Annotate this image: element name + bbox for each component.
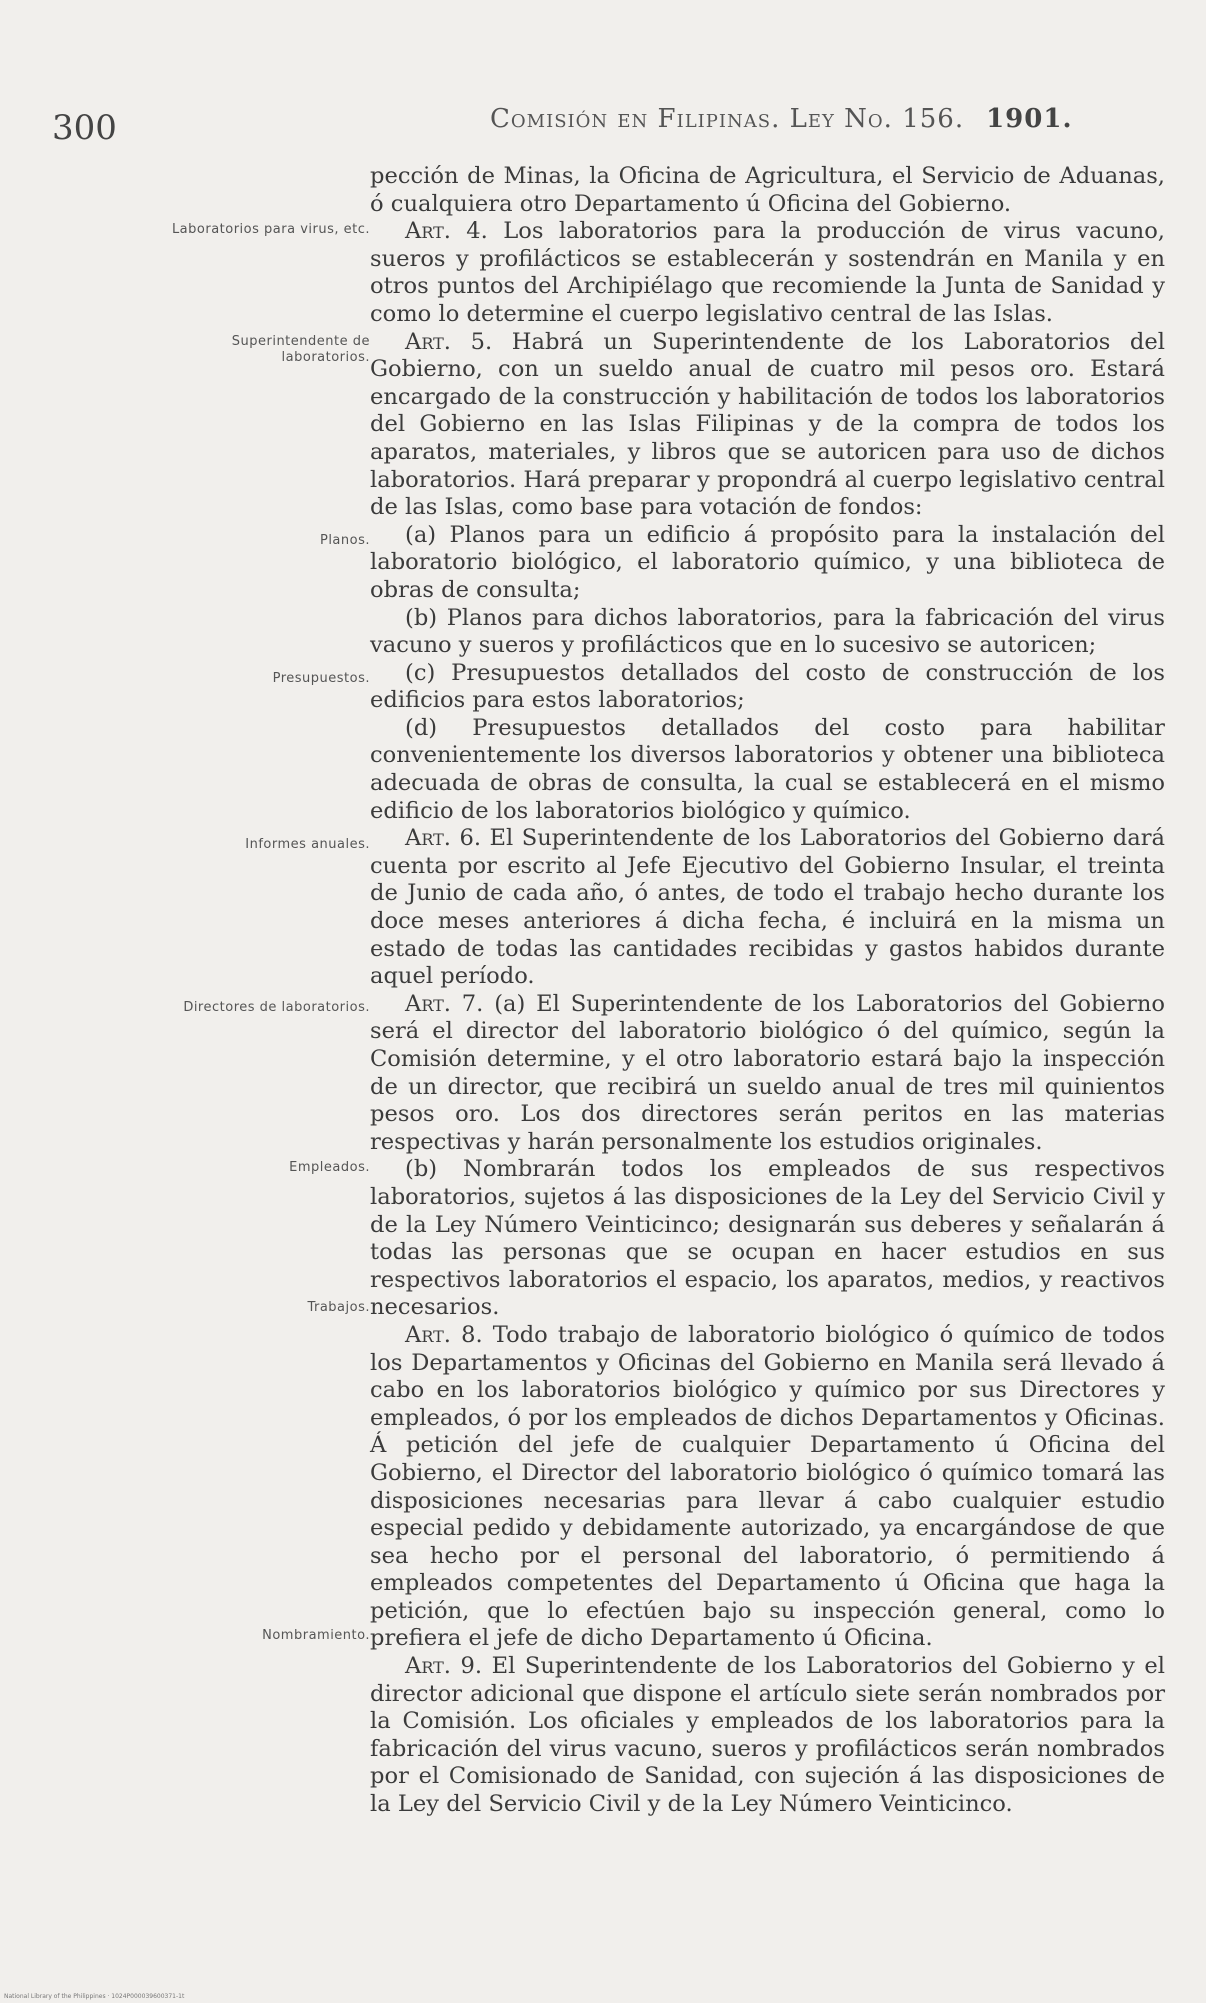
margin-note-directores: Directores de laboratorios. <box>183 1000 370 1015</box>
article-text: El Superintendente de los Laboratorios del Gobierno y el director adicional que dispone el artículo siete serán nombrados por la Comisión. Los oficiales y empleados de los laboratorios para la fabricación del virus vacuno, sueros y profilácticos serán nombrados por el Comisionado de Sanidad, con sujeción á las disposiciones de la Ley del Servicio Civil y de la Ley Número Veinticinco. <box>370 1653 1165 1818</box>
article-label: Art. 8. <box>405 1321 483 1348</box>
article-label: Art. 6. <box>405 825 482 852</box>
clause-c: (c) Presupuestos detallados del costo de construcción de los edificios para estos laboratorios; <box>370 659 1165 714</box>
article-text: El Superintendente de los Laboratorios del Gobierno dará cuenta por escrito al Jefe Ejecutivo del Gobierno Insular, el treinta de Junio de cada año, ó antes, de todo el trabajo hecho durante los doce meses anteriores á dicha fecha, é incluirá en la misma un estado de todas las cantidades recibidas y gastos habidos durante aquel período. <box>370 825 1165 990</box>
article-text: Habrá un Superintendente de los Laboratorios del Gobierno, con un sueldo anual de cuatro mil pesos oro. Estará encargado de la construcción y habilitación de todos los laboratorios del Gobierno en las Islas Filipinas y de la compra de todos los aparatos, materiales, y libros que se autoricen para uso de dichos laboratorios. Hará preparar y propondrá al cuerpo legislativo central de las Islas, como base para votación de fondos: <box>370 328 1165 521</box>
article-label: Art. 4. <box>405 218 488 245</box>
article-text: Los laboratorios para la producción de virus vacuno, sueros y profilácticos se establecerán y sostendrán en Manila y en otros puntos del Archipiélago que recomiende la Junta de Sanidad y como lo determine el cuerpo legislativo central de las Islas. <box>370 218 1165 327</box>
clause-a: (a) Planos para un edificio á propósito para la instalación del laboratorio biológico, el laboratorio químico, y una biblioteca de obras de consulta; <box>370 521 1165 603</box>
article-9 <box>370 1653 1165 1819</box>
clause-7b: (b) Nombrarán todos los empleados de sus respectivos laboratorios, sujetos á las disposiciones de la Ley del Servicio Civil y de la Ley Número Veinticinco; designarán sus deberes y señalarán á todas las personas que se ocupan en hacer estudios en sus respectivos laboratorios el espacio, los aparatos, medios, y reactivos necesarios. <box>370 1156 1165 1321</box>
page-number: 300 <box>52 108 117 148</box>
article-text: Todo trabajo de laboratorio biológico ó químico de todos los Departamentos y Oficinas del Gobierno en Manila será llevado á cabo en los laboratorios biológico y químico por sus Directores y empleados, ó por los empleados de dichos Departamentos y Oficinas. Á petición del jefe de cualquier Departamento ú Oficina del Gobierno, el Director del laboratorio biológico ó químico tomará las disposiciones necesarias para llevar á cabo cualquier estudio especial pedido y debidamente autorizado, ya encargándose de que sea hecho por el personal del laboratorio, ó permitiendo á empleados competentes del Departamento ú Oficina que haga la petición, que lo efectúen bajo su inspección general, como lo prefiera el jefe de dicho Departamento ú Oficina. <box>370 1321 1165 1652</box>
header-year: 1901. <box>986 104 1073 134</box>
margin-note-trabajos: Trabajos. <box>307 1300 370 1315</box>
article-4 <box>370 218 1165 328</box>
scan-credit: National Library of the Philippines · 1024P000039600371-1t <box>4 1993 185 2000</box>
running-header <box>490 104 1073 134</box>
running-title: Comisión en Filipinas. Ley No. 156. <box>490 104 965 134</box>
paragraph-continuation: pección de Minas, la Oficina de Agricultura, el Servicio de Aduanas, ó cualquiera otro Departamento ú Oficina del Gobierno. <box>370 163 1165 217</box>
margin-note-empleados: Empleados. <box>289 1160 370 1175</box>
margin-note-presupuestos: Presupuestos. <box>272 671 370 686</box>
margin-note-superintendente: Superintendente de laboratorios. <box>231 334 370 365</box>
margin-note-informes: Informes anuales. <box>245 837 370 852</box>
article-label: Art. 9. <box>405 1653 483 1680</box>
margin-note-planos: Planos. <box>319 533 370 548</box>
article-6 <box>370 825 1165 991</box>
article-5 <box>370 329 1165 522</box>
article-text: (a) El Superintendente de los Laboratorios del Gobierno será el director del laboratorio biológico ó del químico, según la Comisión determine, y el otro laboratorio estará bajo la inspección de un director, que recibirá un sueldo anual de tres mil quinientos pesos oro. Los dos directores serán peritos en las materias respectivas y harán personalmente los estudios originales. <box>370 990 1165 1155</box>
article-label: Art. 7. <box>405 990 484 1017</box>
clause-b: (b) Planos para dichos laboratorios, para la fabricación del virus vacuno y sueros y profilácticos que en lo sucesivo se autoricen; <box>370 604 1165 659</box>
article-label: Art. 5. <box>405 328 493 355</box>
margin-note-laboratorios: Laboratorios para virus, etc. <box>171 222 370 237</box>
body-text <box>370 163 1165 1819</box>
clause-d: (d) Presupuestos detallados del costo para habilitar convenientemente los diversos laboratorios y obtener una biblioteca adecuada de obras de consulta, la cual se establecerá en el mismo edificio de los laboratorios biológico y químico. <box>370 714 1165 824</box>
article-8 <box>370 1322 1165 1653</box>
article-7 <box>370 991 1165 1157</box>
margin-note-nombramiento: Nombramiento. <box>262 1628 370 1643</box>
